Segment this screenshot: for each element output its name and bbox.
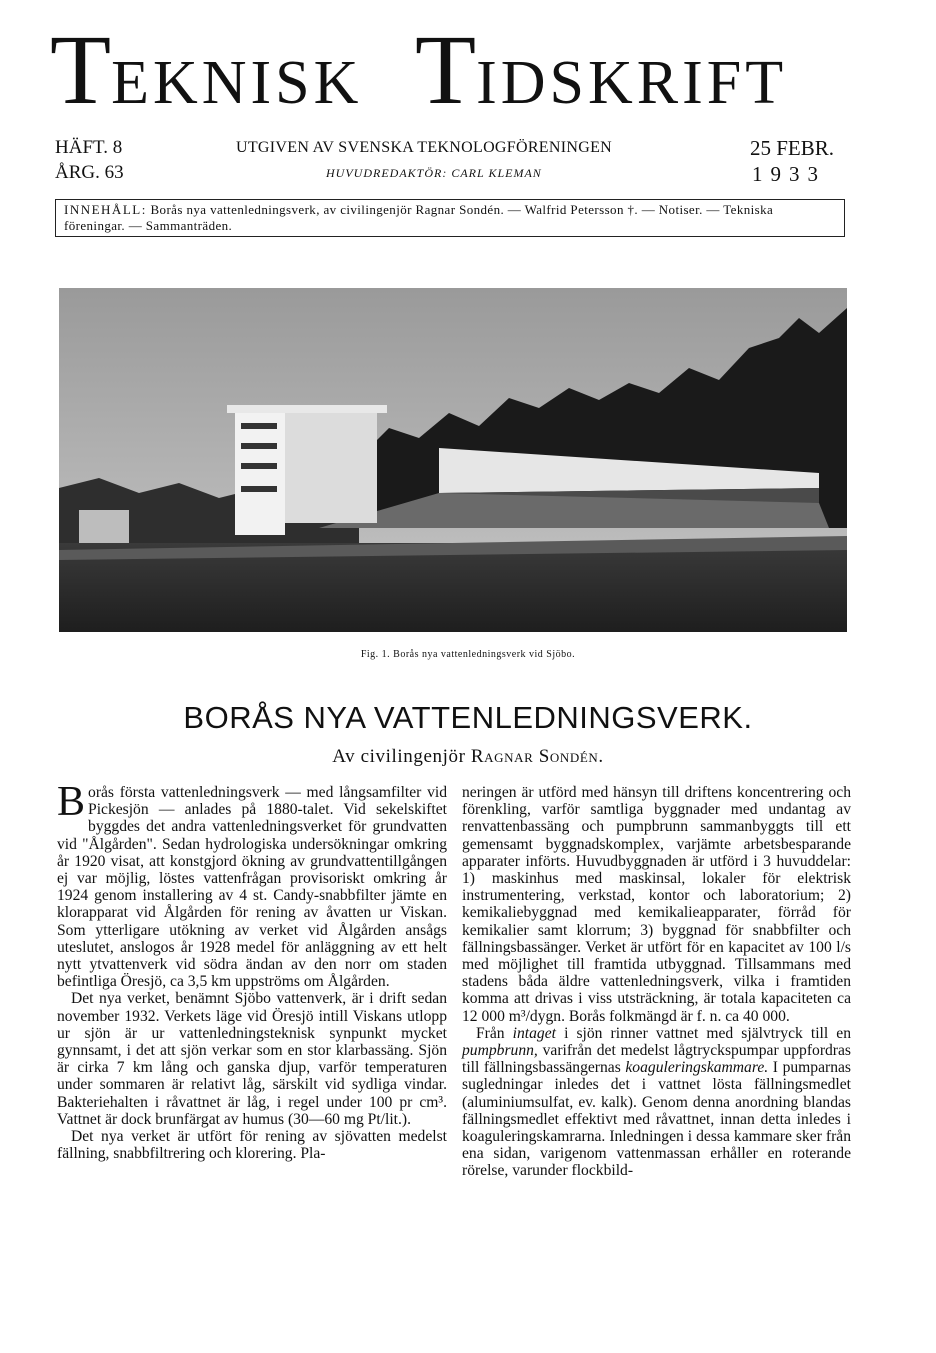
masthead-title [50, 14, 850, 125]
waterworks-photo-illustration [59, 288, 847, 632]
paragraph: Borås första vattenledningsverk — med långsamfilter vid Pickesjön — anlades på 1880-talet. Vid sekelskiftet byggdes det andra vattenledningsverket för grundvatten vid "Ålgården". Sedan hydrologiska undersökningar omkring år 1920 visat, att konstgjord ökning av grundvattentillgången ej var möjlig, löstes vattenfrågan provisoriskt omkring år 1924 genom installering av 4 st. Candy-snabbfilter jämte en klorapparat vid Ålgården för rening av åvatten ur Viskan. Som ytterligare utökning av verket vid Ålgården ansågs uteslutet, anslogos år 1928 medel för anläggning av ett helt nytt ytvattenverk vid södra ändan av den norr om staden befintliga Öresjö, ca 3,5 km uppströms om Ålgården. [57, 779, 447, 991]
masthead-word-tidskrift: TIDSKRIFT [415, 14, 788, 125]
paragraph: Från intaget i sjön rinner vattnet med självtryck till en pumpbrunn, varifrån det medelst lågtryckspumpar uppfordras till fällningsbassängernas koaguleringskammare. I pumparnas sugledningar inledes det i vattnet lösta fällningsmedlet (aluminiumsulfat, ev. kalk). Genom denna anordning blandas fällningsmedlet effektivt med råvattnet, innan detta inledes i koaguleringskamrarna. Inledningen i dessa kammare sker från ena sidan, varigenom vattenmassan erhåller en roterande rörelse, varunder flockbild- [462, 1024, 851, 1180]
author-name: Ragnar Sondén. [470, 746, 604, 767]
article-byline: Av civilingenjör Ragnar Sondén. [332, 746, 604, 767]
contents-label: INNEHÅLL: [64, 202, 147, 217]
table-of-contents [55, 199, 845, 237]
article-column-left [57, 779, 447, 1163]
paragraph: neringen är utförd med hänsyn till driftens koncentrering och förenkling, varför samtliga byggnader med undantag av renvattenbassäng och pumpbrunn sammanbyggts till ett gemensamt byggnadskomplex, varjämte arbetsbesparande apparater införts. Huvudbyggnaden är utförd i 3 huvuddelar: 1) maskinhus med maskinsal, lokaler för elektrisk instrumentering, verkstad, kontor och laboratorium; 2) kemikaliebyggnad med kemikalieapparater, förråd för kemikalier samt klorrum; 3) byggnad för snabbfilter och fällningsbassänger. Verket är utfört för en kapacitet av 100 l/s med möjlighet till framtida utbyggnad. Tillsammans med stadens båda äldre vattenledningsverk, vilka i framtiden komma att drivas i viss utsträckning, är totala kapaciteten ca 12 000 m³/dygn. Borås folkmängd är f. n. ca 40 000. [462, 784, 851, 1025]
drop-cap: B [57, 779, 86, 825]
contents-text: Borås nya vattenledningsverk, av civilingenjör Ragnar Sondén. — Walfrid Petersson †. — Notiser. — Tekniska föreningar. — Sammanträden. [64, 202, 774, 233]
issue-number: HÄFT. 8 [55, 137, 123, 158]
issue-year: 1933 [752, 162, 826, 186]
paragraph: Det nya verket är utfört för rening av sjövatten medelst fällning, snabbfiltrering och klorering. Pla- [57, 1128, 447, 1163]
issue-date: 25 FEBR. [750, 136, 835, 160]
figure-photo-waterworks [59, 288, 847, 632]
article-column-right [462, 784, 851, 1180]
editor-line: HUVUDREDAKTÖR: CARL KLEMAN [326, 166, 542, 180]
figure-caption: Fig. 1. Borås nya vattenledningsverk vid Sjöbo. [360, 649, 576, 660]
paragraph: Det nya verket, benämnt Sjöbo vattenverk, är i drift sedan november 1932. Verkets läge vid Öresjö intill Viskans utlopp ur sjön är ur vattenledningsteknisk synpunkt mycket gynnsamt, i det att sjön verkar som en stor klarbassäng. Sjön är cirka 7 km lång och ganska djup, varför temperaturen under sommaren är relativt låg, särskilt vid sydliga vindar. Bakteriehalten i råvattnet är låg, i regel under 100 pr cm³. Vattnet är dock brunfärgat av humus (30—60 mg Pt/lit.). [57, 990, 447, 1128]
publisher-line: UTGIVEN AV SVENSKA TEKNOLOGFÖRENINGEN [236, 139, 612, 156]
article-title: BORÅS NYA VATTENLEDNINGSVERK. [183, 700, 753, 735]
masthead-word-teknisk: TEKNISK [50, 14, 363, 125]
volume-number: ÅRG. 63 [55, 162, 124, 183]
